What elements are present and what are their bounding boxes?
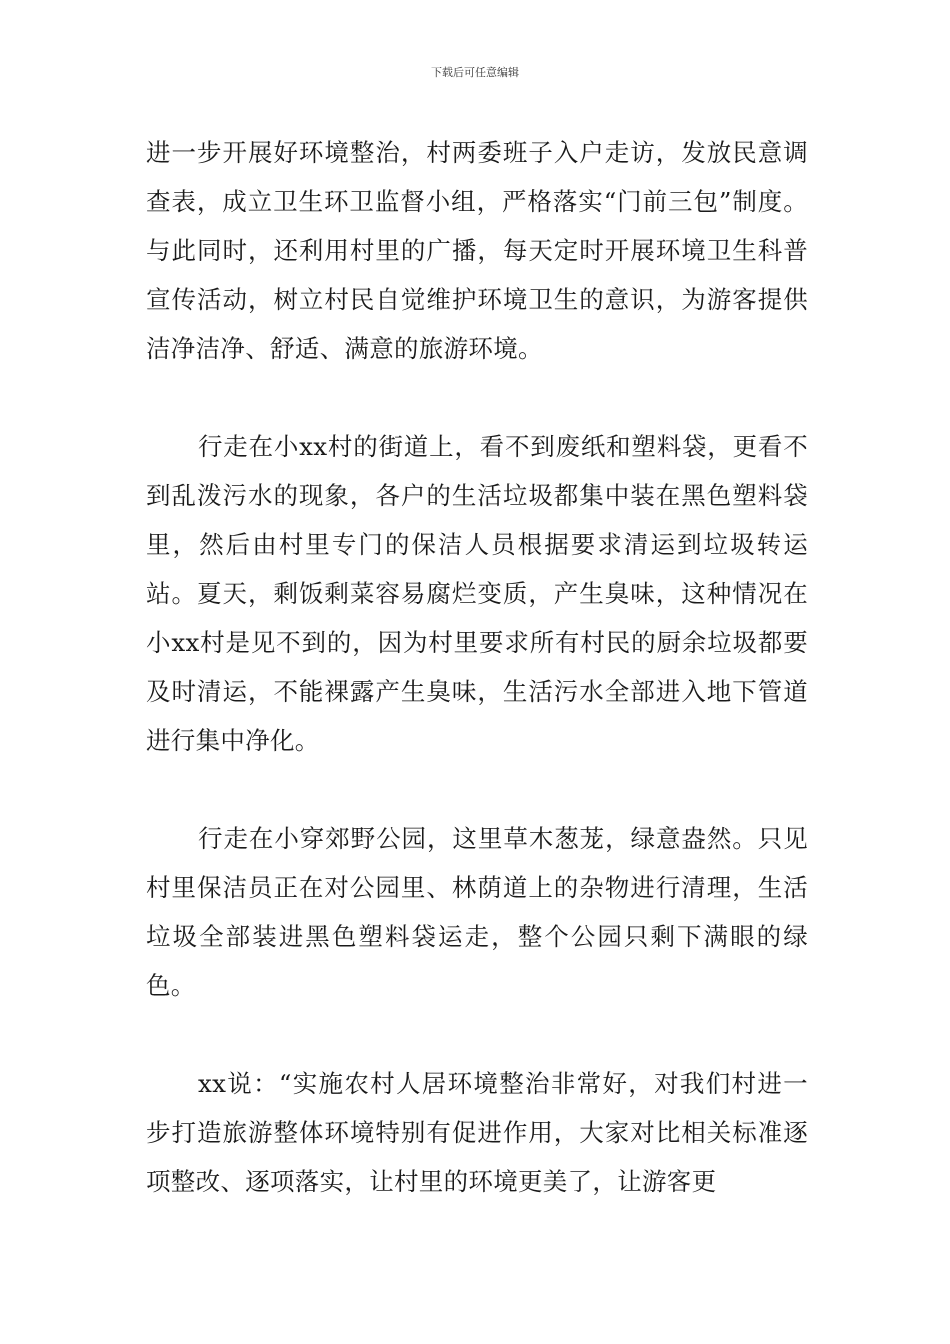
paragraph-spacer (146, 373, 808, 422)
paragraph-spacer (146, 1010, 808, 1059)
page-header: 下载后可任意编辑 (431, 66, 519, 79)
paragraph-spacer (146, 765, 808, 814)
paragraph-continuation: 进一步开展好环境整治，村两委班子入户走访，发放民意调查表，成立卫生环卫监督小组，严格落实“门前三包”制度。与此同时，还利用村里的广播，每天定时开展环境卫生科普宣传活动，树立村民自觉维护环境卫生的意识，为游客提供洁净洁净、舒适、满意的旅游环境。 (146, 138, 808, 363)
paragraph-quote: xx说：“实施农村人居环境整治非常好，对我们村进一步打造旅游整体环境特别有促进作用，大家对比相关标准逐项整改、逐项落实，让村里的环境更美了，让游客更 (146, 1069, 808, 1196)
paragraph-country-park: 行走在小穿郊野公园，这里草木葱茏，绿意盎然。只见村里保洁员正在对公园里、林荫道上的杂物进行清理，生活垃圾全部装进黑色塑料袋运走，整个公园只剩下满眼的绿色。 (146, 824, 808, 1000)
document-body (146, 128, 808, 1206)
paragraph-street-cleanliness: 行走在小xx村的街道上，看不到废纸和塑料袋，更看不到乱泼污水的现象，各户的生活垃圾都集中装在黑色塑料袋里，然后由村里专门的保洁人员根据要求清运到垃圾转运站。夏天，剩饭剩菜容易腐烂变质，产生臭味，这种情况在小xx村是见不到的，因为村里要求所有村民的厨余垃圾都要及时清运，不能裸露产生臭味，生活污水全部进入地下管道进行集中净化。 (146, 432, 808, 755)
